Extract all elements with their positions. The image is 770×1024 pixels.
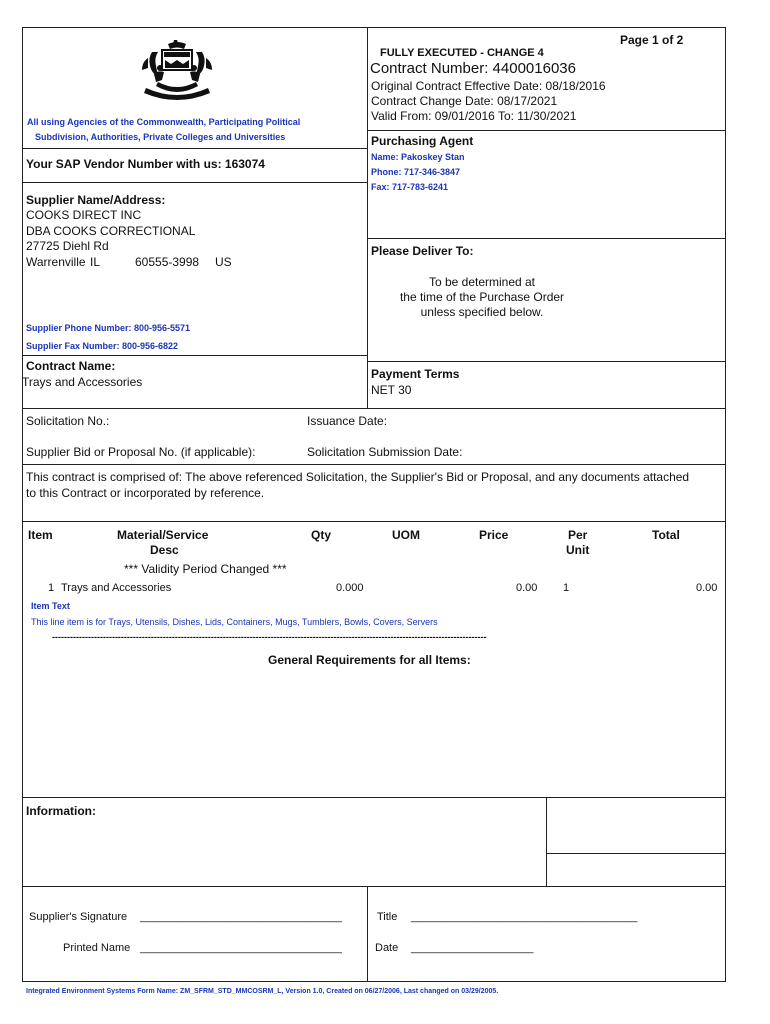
supplier-state: IL — [90, 255, 101, 269]
rule-items-top — [22, 521, 726, 522]
col-desc-2: Desc — [150, 543, 179, 557]
supplier-phone: Supplier Phone Number: 800-956-5571 — [26, 323, 191, 333]
rule-info-box — [546, 853, 726, 854]
information-heading: Information: — [26, 804, 96, 818]
agent-fax: Fax: 717-783-6241 — [371, 182, 449, 192]
contract-number: Contract Number: 4400016036 — [370, 60, 576, 77]
col-desc: Material/Service — [117, 528, 209, 542]
original-effective-date: Original Contract Effective Date: 08/18/2016 — [371, 79, 606, 93]
rule-solicitation-top — [22, 408, 726, 409]
bid-proposal-label: Supplier Bid or Proposal No. (if applicable): — [26, 445, 256, 459]
form-footer: Integrated Environment Systems Form Name: ZM_SFRM_STD_MMCOSRM_L, Version 1.0, Created on 06/27/2006, Last changed on 03/29/2005. — [26, 988, 499, 995]
col-per-2: Unit — [566, 543, 590, 557]
agencies-line-1: All using Agencies of the Commonwealth, Participating Political — [27, 117, 301, 127]
col-uom: UOM — [392, 528, 420, 542]
supplier-fax: Supplier Fax Number: 800-956-6822 — [26, 341, 179, 351]
supplier-signature-label: Supplier's Signature — [29, 911, 128, 923]
contract-name-heading: Contract Name: — [26, 359, 116, 373]
comprised-line-1: This contract is comprised of: The above referenced Solicitation, the Supplier's Bid or Proposal, and any documents attached — [26, 470, 690, 484]
title-field[interactable]: _____________________________________ — [411, 911, 638, 923]
rule-contract-top — [22, 355, 368, 356]
deliver-heading: Please Deliver To: — [371, 244, 474, 258]
payment-terms-heading: Payment Terms — [371, 367, 460, 381]
printed-name-label: Printed Name — [63, 942, 131, 954]
supplier-signature-field[interactable]: _________________________________ — [140, 911, 342, 923]
general-requirements: General Requirements for all Items: — [268, 653, 471, 667]
status-title: FULLY EXECUTED - CHANGE 4 — [380, 47, 544, 59]
rule-signature-divider — [367, 886, 368, 982]
rule-comprised-top — [22, 464, 726, 465]
frame-left — [22, 27, 23, 982]
rule-sap-bottom — [22, 182, 368, 183]
agencies-line-2: Subdivision, Authorities, Private Colleges and Universities — [35, 132, 286, 142]
column-divider — [367, 27, 368, 409]
col-per: Per — [568, 528, 588, 542]
row-qty: 0.000 — [336, 582, 364, 594]
supplier-country: US — [215, 255, 232, 269]
col-price: Price — [479, 528, 509, 542]
deliver-line-3: unless specified below. — [420, 305, 544, 319]
separator-line: ------------------------------------------------------------------------------------------------------------------------------------------------- — [52, 632, 487, 642]
supplier-line-2: DBA COOKS CORRECTIONAL — [26, 224, 196, 238]
contract-change-date: Contract Change Date: 08/17/2021 — [371, 94, 558, 108]
comprised-line-2: to this Contract or incorporated by reference. — [26, 486, 265, 500]
commonwealth-seal-logo — [138, 38, 216, 100]
valid-dates: Valid From: 09/01/2016 To: 11/30/2021 — [371, 109, 577, 123]
page-number: Page 1 of 2 — [620, 33, 684, 47]
rule-deliver-top — [367, 238, 726, 239]
payment-terms: NET 30 — [371, 383, 412, 397]
agent-phone: Phone: 717-346-3847 — [371, 167, 461, 177]
sap-vendor-number: Your SAP Vendor Number with us: 163074 — [26, 157, 265, 171]
contract-name: Trays and Accessories — [22, 375, 143, 389]
row-desc: Trays and Accessories — [61, 582, 172, 594]
row-total: 0.00 — [696, 582, 718, 594]
deliver-line-1: To be determined at — [428, 275, 536, 289]
date-field[interactable]: ____________________ — [411, 942, 534, 954]
row-price: 0.00 — [516, 582, 538, 594]
item-text-label: Item Text — [31, 601, 70, 611]
printed-name-field[interactable]: _________________________________ — [140, 942, 342, 954]
issuance-date-label: Issuance Date: — [307, 414, 388, 428]
date-label: Date — [375, 942, 399, 954]
deliver-line-2: the time of the Purchase Order — [399, 290, 565, 304]
supplier-zip: 60555-3998 — [135, 255, 200, 269]
solicitation-number-label: Solicitation No.: — [26, 414, 110, 428]
col-total: Total — [652, 528, 680, 542]
col-item: Item — [28, 528, 53, 542]
rule-signature-top — [22, 886, 726, 887]
agent-name: Name: Pakoskey Stan — [371, 152, 465, 162]
submission-date-label: Solicitation Submission Date: — [307, 445, 463, 459]
supplier-line-3: 27725 Diehl Rd — [26, 239, 109, 253]
supplier-heading: Supplier Name/Address: — [26, 193, 166, 207]
rule-information-top — [22, 797, 726, 798]
item-text: This line item is for Trays, Utensils, Dishes, Lids, Containers, Mugs, Tumblers, Bowls, Covers, Servers — [31, 617, 438, 627]
row-item-number: 1 — [48, 582, 55, 594]
frame-top — [22, 27, 726, 28]
frame-right — [725, 27, 726, 982]
validity-note: *** Validity Period Changed *** — [124, 562, 287, 576]
frame-bottom — [22, 981, 726, 982]
row-per-unit: 1 — [563, 582, 570, 594]
purchasing-agent-heading: Purchasing Agent — [371, 134, 474, 148]
rule-agent-top — [367, 130, 726, 131]
title-label: Title — [377, 911, 398, 923]
rule-info-divider — [546, 797, 547, 887]
rule-sap-top — [22, 148, 368, 149]
supplier-line-1: COOKS DIRECT INC — [26, 208, 142, 222]
supplier-city: Warrenville — [26, 255, 86, 269]
rule-payment-top — [367, 361, 726, 362]
col-qty: Qty — [311, 528, 332, 542]
